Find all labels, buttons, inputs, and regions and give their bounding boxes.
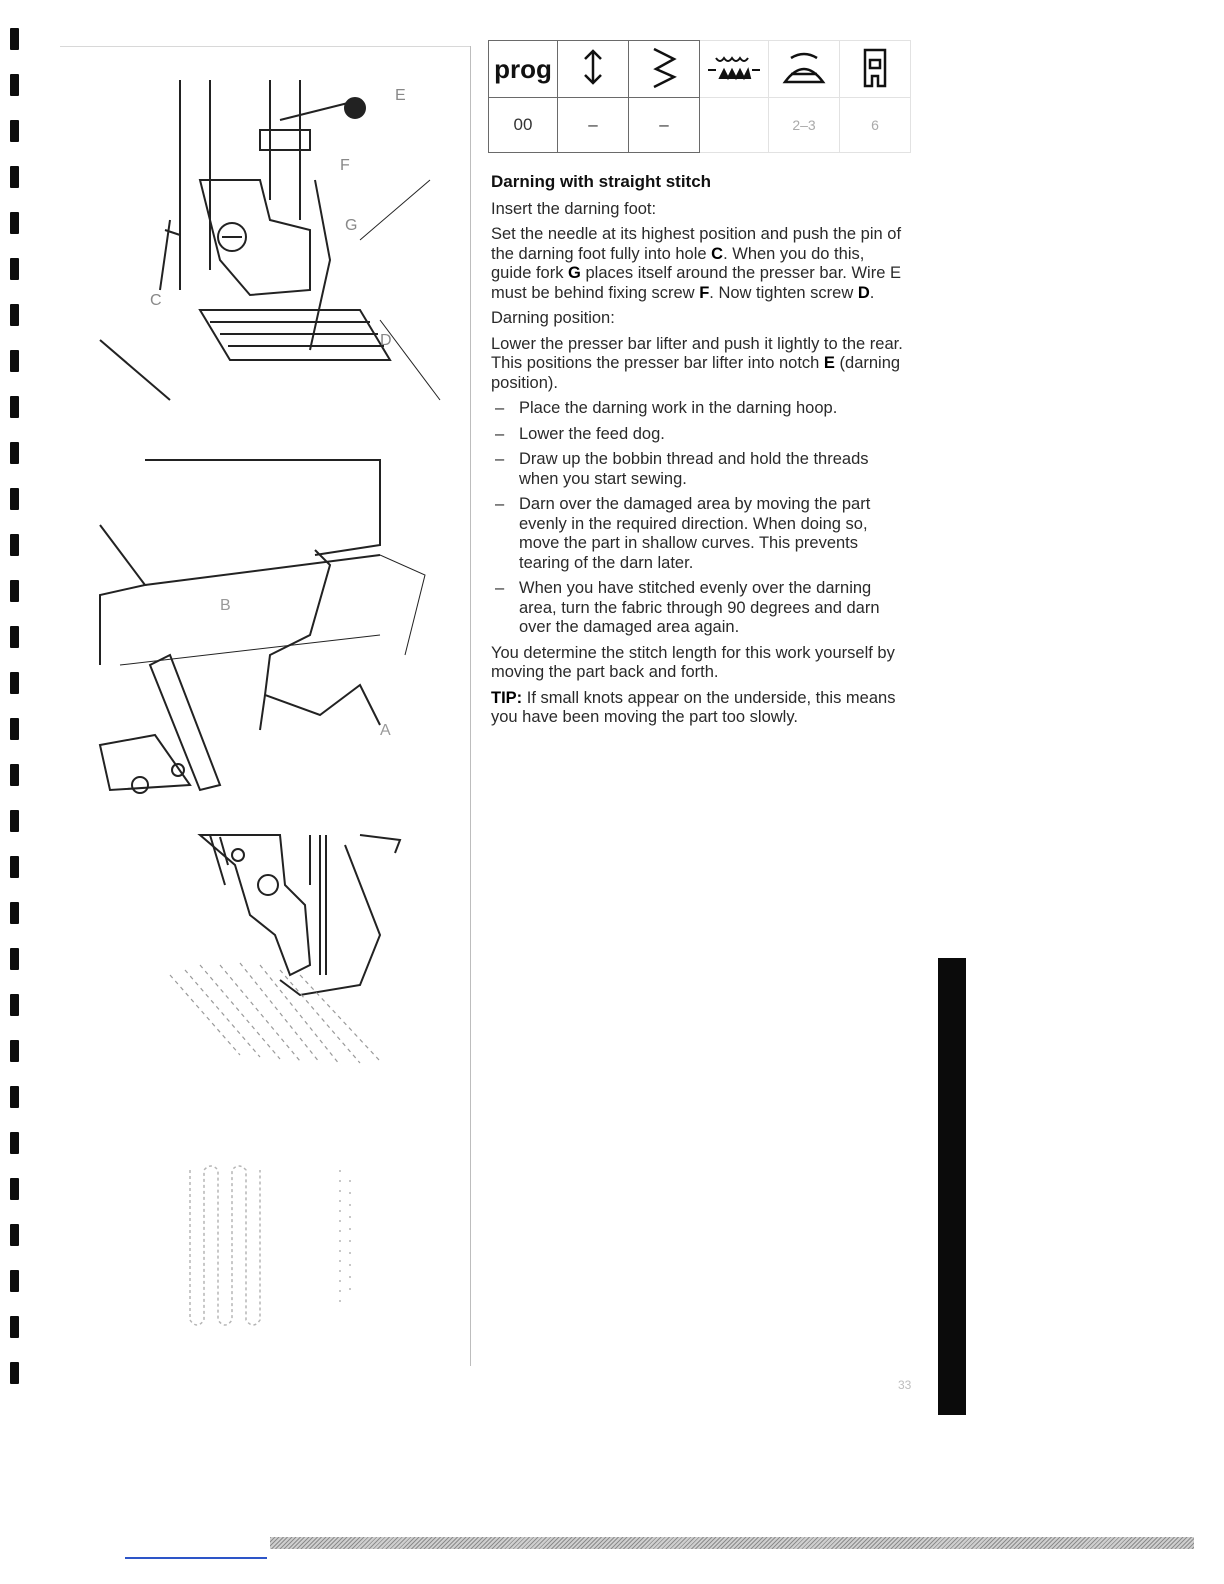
stitch-length-icon — [558, 41, 629, 98]
binding-hole — [10, 718, 19, 740]
chapter-tab-marker — [938, 958, 966, 1415]
binding-hole — [10, 534, 19, 556]
figure-darn-sample — [60, 1160, 460, 1340]
presser-foot-value: 6 — [840, 98, 911, 153]
list-item: – Lower the feed dog. — [495, 424, 665, 443]
spiral-binding-holes — [6, 20, 28, 1440]
binding-hole — [10, 442, 19, 464]
binding-hole — [10, 28, 19, 50]
step-list — [491, 399, 909, 638]
binding-hole — [10, 856, 19, 878]
scan-edge-strip — [270, 1537, 1194, 1549]
binding-hole — [10, 212, 19, 234]
binding-hole — [10, 350, 19, 372]
figure-darning-foot-installation — [60, 60, 460, 420]
callout-d: D — [380, 332, 392, 349]
callout-c: C — [150, 292, 162, 309]
binding-hole — [10, 166, 19, 188]
callout-e: E — [395, 87, 406, 104]
stitch-length-value: – — [558, 98, 629, 153]
tip-label: TIP: — [491, 688, 523, 707]
callout-a: A — [380, 722, 391, 739]
stitch-settings-table — [488, 40, 911, 153]
figure-darning-in-progress — [60, 825, 460, 1085]
stitch-width-value: – — [629, 98, 700, 153]
binding-hole — [10, 994, 19, 1016]
insert-foot-text: Insert the darning foot: — [491, 199, 657, 218]
figure-presser-bar-lifter — [60, 455, 460, 800]
binding-hole — [10, 948, 19, 970]
binding-hole — [10, 580, 19, 602]
column-top-rule — [60, 46, 470, 47]
binding-hole — [10, 1178, 19, 1200]
prog-header-cell — [489, 41, 558, 98]
instructions-text — [491, 172, 909, 734]
binding-hole — [10, 764, 19, 786]
binding-hole — [10, 74, 19, 96]
feed-dog-value — [700, 98, 769, 153]
binding-hole — [10, 1086, 19, 1108]
page-number: 33 — [898, 1378, 912, 1392]
list-item: – Darn over the damaged area by moving the part evenly in the required direction. When doing so, move the part in shallow curves. This prevents tearing of the darn later. — [495, 495, 871, 572]
prog-label: prog — [494, 53, 552, 84]
darning-position-heading: Darning position: — [491, 309, 615, 327]
presser-foot-pressure-value: 2–3 — [769, 98, 840, 153]
stitch-width-icon — [629, 41, 700, 98]
binding-hole — [10, 1362, 19, 1384]
list-item: – When you have stitched evenly over the darning area, turn the fabric through 90 degrees and darn over the damaged area again. — [495, 579, 880, 636]
binding-hole — [10, 1224, 19, 1246]
binding-hole — [10, 1270, 19, 1292]
list-item: – Draw up the bobbin thread and hold the threads when you start sewing. — [495, 450, 869, 488]
install-paragraph: Set the needle at its highest position and push the pin of the darning foot fully into hole C. When you do this, guide fork G places itself around the presser bar. Wire E must be behind fixing screw F. Now tighten screw D. — [491, 225, 902, 302]
binding-hole — [10, 672, 19, 694]
tip-paragraph: TIP: If small knots appear on the underside, this means you have been moving the part too slowly. — [491, 688, 896, 726]
section-title: Darning with straight stitch — [491, 172, 712, 191]
callout-g: G — [345, 217, 358, 234]
binding-hole — [10, 120, 19, 142]
column-divider — [470, 46, 471, 1366]
binding-hole — [10, 304, 19, 326]
binding-hole — [10, 626, 19, 648]
callout-b: B — [220, 597, 231, 614]
presser-foot-icon — [840, 41, 911, 98]
scan-edge-line — [125, 1557, 267, 1559]
binding-hole — [10, 1316, 19, 1338]
binding-hole — [10, 396, 19, 418]
prog-value: 00 — [489, 98, 558, 153]
stitch-length-note: You determine the stitch length for this work yourself by moving the part back and forth. — [491, 643, 895, 681]
callout-f: F — [340, 157, 350, 174]
list-item: – Place the darning work in the darning hoop. — [495, 399, 838, 417]
binding-hole — [10, 1040, 19, 1062]
binding-hole — [10, 488, 19, 510]
binding-hole — [10, 810, 19, 832]
presser-foot-pressure-icon — [769, 41, 840, 98]
binding-hole — [10, 1132, 19, 1154]
feed-dog-icon — [700, 41, 769, 98]
position-paragraph: Lower the presser bar lifter and push it lightly to the rear. This positions the presser bar lifter into notch E (darning position). — [491, 334, 903, 392]
binding-hole — [10, 902, 19, 924]
binding-hole — [10, 258, 19, 280]
